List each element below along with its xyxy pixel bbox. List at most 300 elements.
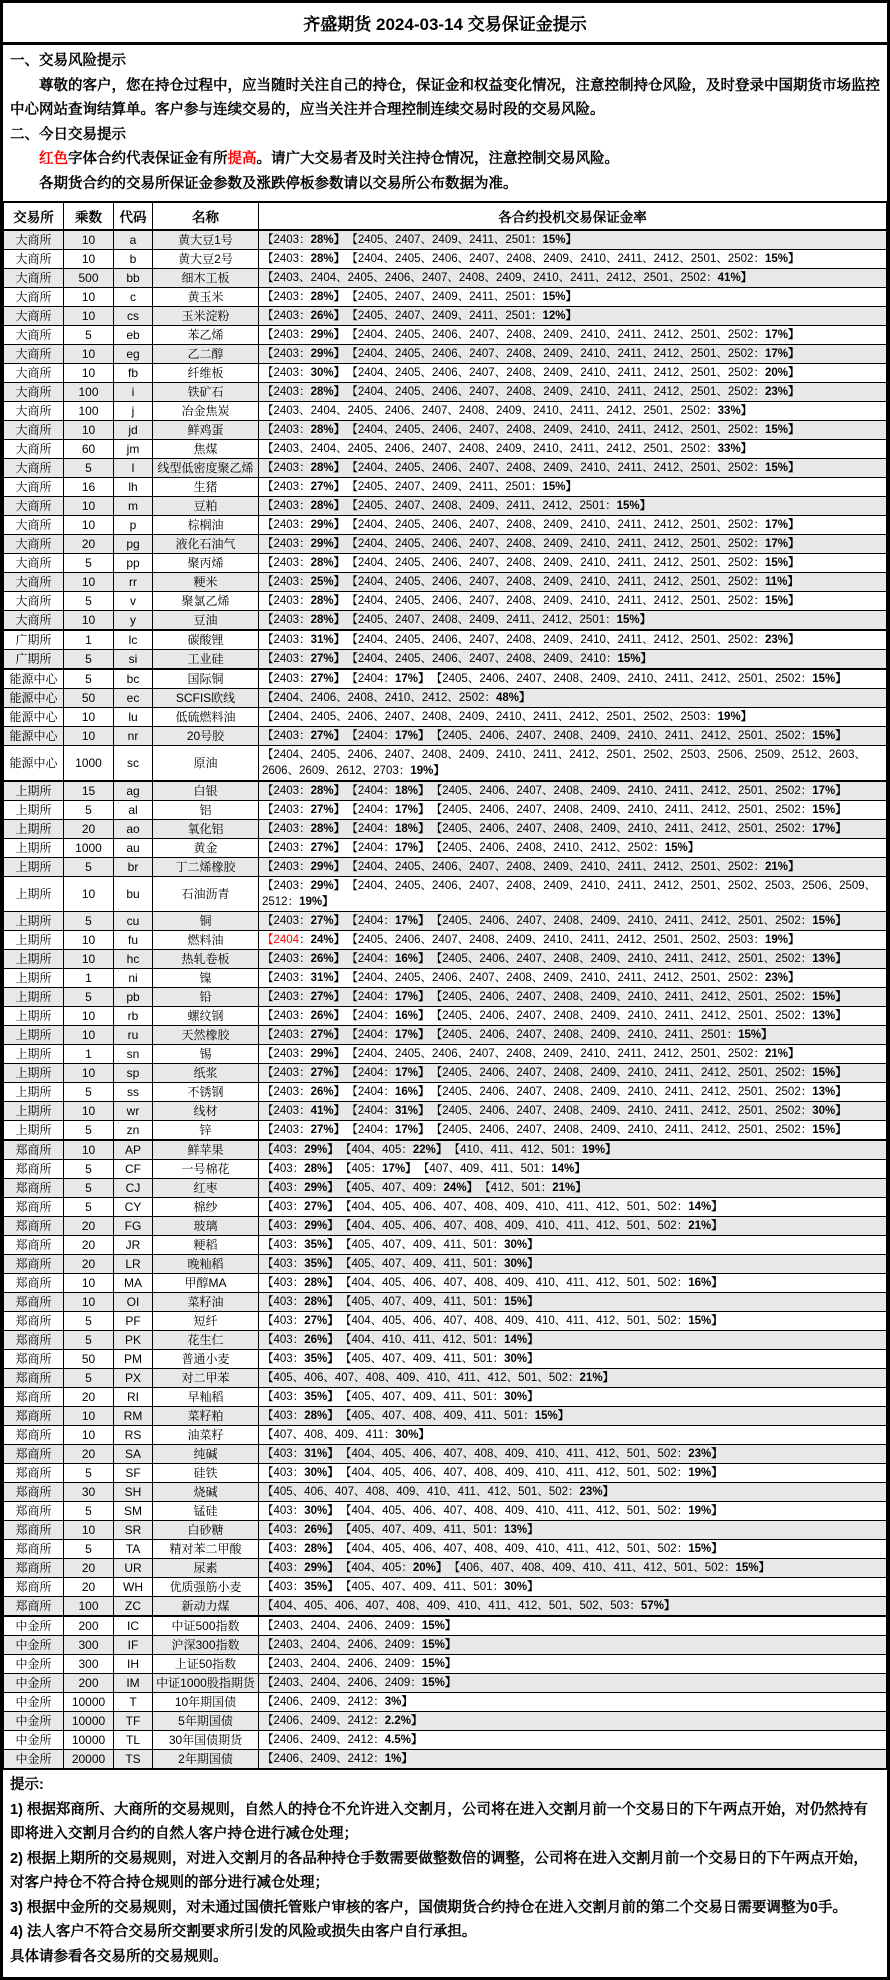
margin-segment: 【405、407、409、411、501：15%】 — [345, 1296, 539, 1308]
margin-segment: 【2405、2406、2408、2410、2412、2502：15%】 — [436, 842, 700, 854]
table-row — [4, 250, 887, 269]
multiplier-cell: 10 — [64, 877, 114, 912]
table-row — [4, 801, 887, 820]
exchange-cell: 上期所 — [4, 858, 64, 877]
multiplier-cell: 5 — [64, 912, 114, 931]
margin-rates-cell — [259, 383, 887, 402]
name-cell: 棕榈油 — [153, 516, 259, 535]
table-row — [4, 516, 887, 535]
code-cell: SA — [114, 1445, 153, 1464]
code-cell: a — [114, 230, 153, 250]
name-cell: 豆油 — [153, 611, 259, 631]
col-header-margin-rates: 各合约投机交易保证金率 — [259, 202, 887, 230]
margin-segment: 【403：28%】 — [262, 1296, 339, 1308]
margin-rates-cell — [259, 1217, 887, 1236]
multiplier-cell: 10 — [64, 364, 114, 383]
margin-segment: 【403：28%】 — [262, 1543, 339, 1555]
table-row — [4, 1255, 887, 1274]
code-cell: SM — [114, 1502, 153, 1521]
exchange-cell: 大商所 — [4, 516, 64, 535]
name-cell: 玉米淀粉 — [153, 307, 259, 326]
exchange-cell: 能源中心 — [4, 669, 64, 689]
margin-segment: 【412、501：21%】 — [485, 1182, 587, 1194]
name-cell: 烧碱 — [153, 1483, 259, 1502]
exchange-cell: 郑商所 — [4, 1407, 64, 1426]
table-row — [4, 535, 887, 554]
multiplier-cell: 10000 — [64, 1731, 114, 1750]
table-row — [4, 669, 887, 689]
exchange-cell: 中金所 — [4, 1636, 64, 1655]
name-cell: 聚氯乙烯 — [153, 592, 259, 611]
exchange-cell: 上期所 — [4, 1007, 64, 1026]
code-cell: pg — [114, 535, 153, 554]
table-row — [4, 307, 887, 326]
exchange-cell: 上期所 — [4, 781, 64, 801]
exchange-cell: 上期所 — [4, 1064, 64, 1083]
code-cell: MA — [114, 1274, 153, 1293]
multiplier-cell: 10 — [64, 1274, 114, 1293]
exchange-cell: 郑商所 — [4, 1255, 64, 1274]
margin-segment: 【403：29%】 — [262, 1562, 339, 1574]
code-cell: p — [114, 516, 153, 535]
margin-segment: 【404、405、406、407、408、409、410、411、412、501、502：19%】 — [345, 1467, 723, 1479]
margin-segment: 【2404：18%】 — [352, 823, 430, 835]
margin-segment: 【2403：28%】 — [262, 614, 346, 626]
margin-segment: 【403：35%】 — [262, 1581, 339, 1593]
code-cell: SF — [114, 1464, 153, 1483]
exchange-cell: 能源中心 — [4, 746, 64, 782]
margin-segment: 【2403：31%】 — [262, 972, 346, 984]
margin-segment: 【2406、2409、2412：3%】 — [262, 1696, 413, 1708]
multiplier-cell: 5 — [64, 988, 114, 1007]
margin-rates-cell — [259, 478, 887, 497]
margin-rates-cell — [259, 1407, 887, 1426]
code-cell: fb — [114, 364, 153, 383]
table-row — [4, 727, 887, 746]
margin-segment: 【2404、2405、2406、2407、2408、2409、2410、2411、2412、2501、2502：17%】 — [352, 348, 800, 360]
col-header-name: 名称 — [153, 202, 259, 230]
table-row — [4, 1464, 887, 1483]
margin-rates-cell — [259, 1483, 887, 1502]
multiplier-cell: 5 — [64, 326, 114, 345]
name-cell: 黄玉米 — [153, 288, 259, 307]
name-cell: 黄大豆1号 — [153, 230, 259, 250]
margin-segment: 【403：27%】 — [262, 1315, 339, 1327]
multiplier-cell: 20000 — [64, 1750, 114, 1770]
name-cell: 30年国债期货 — [153, 1731, 259, 1750]
name-cell: 早籼稻 — [153, 1388, 259, 1407]
exchange-cell: 上期所 — [4, 820, 64, 839]
margin-segment: 【2403：29%】 — [262, 329, 346, 341]
table-row — [4, 1121, 887, 1141]
margin-segment: 【2405、2406、2407、2408、2409、2410、2411、2412、2501、2502：17%】 — [436, 785, 847, 797]
multiplier-cell: 60 — [64, 440, 114, 459]
name-cell: 铅 — [153, 988, 259, 1007]
margin-segment: 【2404、2405、2406、2407、2408、2409、2410、2411、2412、2501、2502：17%】 — [352, 329, 800, 341]
code-cell: ao — [114, 820, 153, 839]
exchange-cell: 大商所 — [4, 459, 64, 478]
name-cell: 聚丙烯 — [153, 554, 259, 573]
code-cell: T — [114, 1693, 153, 1712]
margin-rates-cell — [259, 516, 887, 535]
note-item-2: 2) 根据上期所的交易规则，对进入交割月的各品种持仓手数需要做整数倍的调整，公司将在进入交割月前一个交易日的下午两点开始，对客户持仓不符合持仓规则的部分进行减仓处理； — [10, 1850, 868, 1891]
code-cell: IH — [114, 1655, 153, 1674]
table-row — [4, 988, 887, 1007]
margin-segment: 【2403：26%】 — [262, 310, 346, 322]
margin-segment: 【403：28%】 — [262, 1163, 339, 1175]
margin-segment: 【2403：27%】 — [262, 730, 346, 742]
margin-rates-cell — [259, 364, 887, 383]
margin-segment: 【2405、2406、2407、2408、2409、2410、2411、2501：15%】 — [436, 1029, 773, 1041]
margin-segment: 【2403：27%】 — [262, 1124, 346, 1136]
margin-rates-cell — [259, 554, 887, 573]
code-cell: ru — [114, 1026, 153, 1045]
code-cell: TL — [114, 1731, 153, 1750]
name-cell: 细木工板 — [153, 269, 259, 288]
margin-segment: 【404、405、406、407、408、409、410、411、412、501、502：14%】 — [345, 1201, 723, 1213]
margin-segment: 【2403：27%】 — [262, 653, 346, 665]
notes-title: 提示: — [10, 1777, 44, 1793]
code-cell: eg — [114, 345, 153, 364]
table-row — [4, 1693, 887, 1712]
table-row — [4, 421, 887, 440]
exchange-cell: 上期所 — [4, 1121, 64, 1141]
table-row — [4, 689, 887, 708]
name-cell: 沪深300指数 — [153, 1636, 259, 1655]
table-row — [4, 1426, 887, 1445]
name-cell: 工业硅 — [153, 650, 259, 670]
table-row — [4, 573, 887, 592]
exchange-cell: 郑商所 — [4, 1540, 64, 1559]
margin-segment: 【2403：27%】 — [262, 915, 346, 927]
margin-segment: 【2403：41%】 — [262, 1105, 346, 1117]
exchange-cell: 上期所 — [4, 801, 64, 820]
code-cell: IF — [114, 1636, 153, 1655]
exchange-cell: 大商所 — [4, 402, 64, 421]
margin-segment: 【2404：16%】 — [352, 953, 430, 965]
margin-segment: 【2404、2405、2406、2407、2408、2409、2410、2411、2412、2501、2502：15%】 — [352, 253, 800, 265]
margin-rates-cell — [259, 1502, 887, 1521]
name-cell: SCFIS欧线 — [153, 689, 259, 708]
table-row — [4, 1293, 887, 1312]
exchange-cell: 中金所 — [4, 1674, 64, 1693]
margin-rates-cell — [259, 781, 887, 801]
table-row — [4, 230, 887, 250]
margin-segment: 【403：29%】 — [262, 1144, 339, 1156]
exchange-cell: 大商所 — [4, 250, 64, 269]
multiplier-cell: 5 — [64, 1083, 114, 1102]
multiplier-cell: 20 — [64, 535, 114, 554]
exchange-cell: 郑商所 — [4, 1578, 64, 1597]
margin-rates-cell — [259, 1597, 887, 1617]
margin-rates-cell — [259, 1578, 887, 1597]
margin-segment: 【2403：31%】 — [262, 634, 346, 646]
exchange-cell: 上期所 — [4, 1026, 64, 1045]
notes-section — [3, 1770, 887, 1977]
name-cell: 花生仁 — [153, 1331, 259, 1350]
code-cell: TA — [114, 1540, 153, 1559]
name-cell: 白砂糖 — [153, 1521, 259, 1540]
table-row — [4, 1179, 887, 1198]
margin-segment: 【2405、2407、2408、2409、2411、2412、2501：15%】 — [352, 614, 652, 626]
multiplier-cell: 10 — [64, 516, 114, 535]
margin-segment: 【2405、2406、2407、2408、2409、2410、2411、2412、2501、2502：15%】 — [436, 1067, 847, 1079]
exchange-cell: 郑商所 — [4, 1559, 64, 1578]
multiplier-cell: 1 — [64, 630, 114, 650]
name-cell: 2年期国债 — [153, 1750, 259, 1770]
margin-segment: 【2403、2404、2405、2406、2407、2408、2409、2410、2411、2412、2501、2502：33%】 — [262, 405, 753, 417]
name-cell: 5年期国债 — [153, 1712, 259, 1731]
table-row — [4, 1750, 887, 1770]
code-cell: IM — [114, 1674, 153, 1693]
margin-segment: 【403：26%】 — [262, 1334, 339, 1346]
code-cell: RM — [114, 1407, 153, 1426]
multiplier-cell: 10 — [64, 1140, 114, 1160]
name-cell: 纯碱 — [153, 1445, 259, 1464]
note-item-1: 1) 根据郑商所、大商所的交易规则，自然人的持仓不允许进入交割月，公司将在进入交割月前一个交易日的下午两点开始，对仍然持有即将进入交割月合约的自然人客户持仓进行减仓处理； — [10, 1801, 868, 1842]
exchange-cell: 中金所 — [4, 1616, 64, 1636]
name-cell: 玻璃 — [153, 1217, 259, 1236]
exchange-cell: 郑商所 — [4, 1445, 64, 1464]
margin-segment: 【2403：29%】 — [262, 538, 346, 550]
margin-segment: 【2404、2405、2406、2407、2408、2409、2410、2411、2412、2501、2502：21%】 — [352, 861, 800, 873]
margin-segment: 【2404、2405、2406、2407、2408、2409、2410、2411、2412、2501、2502：15%】 — [352, 595, 800, 607]
table-row — [4, 1407, 887, 1426]
multiplier-cell: 5 — [64, 1121, 114, 1141]
margin-rates-cell — [259, 1388, 887, 1407]
exchange-cell: 郑商所 — [4, 1502, 64, 1521]
margin-rates-cell — [259, 1426, 887, 1445]
code-cell: ni — [114, 969, 153, 988]
name-cell: 锰硅 — [153, 1502, 259, 1521]
margin-segment: 【404、405、406、407、408、409、410、411、412、501、502：15%】 — [345, 1315, 723, 1327]
margin-segment: 【2403、2404、2405、2406、2407、2408、2409、2410、2411、2412、2501、2502：41%】 — [262, 272, 753, 284]
margin-rates-cell — [259, 459, 887, 478]
multiplier-cell: 10 — [64, 950, 114, 969]
margin-segment: 【2405、2407、2409、2411、2501：12%】 — [352, 310, 577, 322]
margin-segment: 【405、407、409、411、501：13%】 — [345, 1524, 539, 1536]
exchange-cell: 能源中心 — [4, 689, 64, 708]
exchange-cell: 中金所 — [4, 1693, 64, 1712]
name-cell: 螺纹钢 — [153, 1007, 259, 1026]
margin-rates-cell — [259, 1731, 887, 1750]
multiplier-cell: 10 — [64, 1407, 114, 1426]
margin-segment: 【410、411、412、501：19%】 — [454, 1144, 617, 1156]
multiplier-cell: 100 — [64, 1597, 114, 1617]
margin-rates-cell — [259, 1236, 887, 1255]
margin-segment: 【2403：27%】 — [262, 991, 346, 1003]
code-cell: nr — [114, 727, 153, 746]
margin-rates-cell — [259, 746, 887, 782]
margin-segment: 【2403：26%】 — [262, 1086, 346, 1098]
code-cell: y — [114, 611, 153, 631]
name-cell: 精对苯二甲酸 — [153, 1540, 259, 1559]
exchange-cell: 能源中心 — [4, 708, 64, 727]
exchange-cell: 郑商所 — [4, 1140, 64, 1160]
margin-segment: 【403：27%】 — [262, 1201, 339, 1213]
margin-segment: 【2403：28%】 — [262, 500, 346, 512]
exchange-cell: 广期所 — [4, 630, 64, 650]
multiplier-cell: 20 — [64, 1578, 114, 1597]
code-cell: br — [114, 858, 153, 877]
margin-segment: 【405、407、409、411、501：30%】 — [345, 1258, 539, 1270]
multiplier-cell: 5 — [64, 1331, 114, 1350]
code-cell: al — [114, 801, 153, 820]
multiplier-cell: 5 — [64, 801, 114, 820]
margin-rates-cell — [259, 950, 887, 969]
margin-rates-cell — [259, 1655, 887, 1674]
margin-segment: 【405、407、409：24%】 — [345, 1182, 479, 1194]
exchange-cell: 郑商所 — [4, 1293, 64, 1312]
table-row — [4, 1674, 887, 1693]
table-row — [4, 781, 887, 801]
table-row — [4, 1559, 887, 1578]
table-row — [4, 1026, 887, 1045]
name-cell: 优质强筋小麦 — [153, 1578, 259, 1597]
margin-segment: 【2404、2405、2406、2407、2408、2409、2410、2411、2412、2501、2502：20%】 — [352, 367, 800, 379]
multiplier-cell: 50 — [64, 1350, 114, 1369]
name-cell: 甲醇MA — [153, 1274, 259, 1293]
margin-segment: 【2404：16%】 — [352, 1010, 430, 1022]
margin-rates-cell — [259, 1045, 887, 1064]
multiplier-cell: 20 — [64, 1255, 114, 1274]
table-row — [4, 1236, 887, 1255]
code-cell: JR — [114, 1236, 153, 1255]
multiplier-cell: 5 — [64, 592, 114, 611]
margin-rates-cell — [259, 307, 887, 326]
multiplier-cell: 5 — [64, 1540, 114, 1559]
name-cell: 不锈钢 — [153, 1083, 259, 1102]
multiplier-cell: 15 — [64, 781, 114, 801]
table-row — [4, 1655, 887, 1674]
margin-rates-cell — [259, 1350, 887, 1369]
margin-segment: 【2403：29%】 — [262, 519, 346, 531]
multiplier-cell: 10 — [64, 307, 114, 326]
multiplier-cell: 5 — [64, 554, 114, 573]
margin-rates-cell — [259, 689, 887, 708]
margin-segment: 【404、405、406、407、408、409、410、411、412、501、502：23%】 — [345, 1448, 723, 1460]
margin-segment: 【2403：28%】 — [262, 595, 346, 607]
exchange-cell: 郑商所 — [4, 1597, 64, 1617]
name-cell: 尿素 — [153, 1559, 259, 1578]
margin-rates-cell — [259, 592, 887, 611]
margin-segment: 【2405、2406、2407、2408、2409、2410、2411、2412、2501、2502：15%】 — [436, 804, 847, 816]
multiplier-cell: 20 — [64, 1559, 114, 1578]
name-cell: 锌 — [153, 1121, 259, 1141]
multiplier-cell: 5 — [64, 459, 114, 478]
table-row — [4, 497, 887, 516]
margin-segment: 【2404、2405、2406、2407、2408、2409、2410、2411、2412、2501、2502：23%】 — [352, 972, 800, 984]
multiplier-cell: 10 — [64, 727, 114, 746]
page-title: 齐盛期货 2024-03-14 交易保证金提示 — [3, 3, 887, 45]
table-row — [4, 630, 887, 650]
name-cell: 菜籽粕 — [153, 1407, 259, 1426]
margin-segment: 【2404、2405、2406、2407、2408、2409、2410、2411、2412、2501、2502：15%】 — [352, 557, 800, 569]
margin-segment: 【2403：28%】 — [262, 234, 346, 246]
multiplier-cell: 10 — [64, 230, 114, 250]
margin-segment: 【2404：17%】 — [352, 730, 430, 742]
today-line1-tail: 。请广大交易者及时关注持仓情况，注意控制交易风险。 — [256, 151, 619, 167]
margin-segment: 【2403：29%】 — [262, 861, 346, 873]
name-cell: 冶金焦炭 — [153, 402, 259, 421]
code-cell: jd — [114, 421, 153, 440]
today-section-title: 二、今日交易提示 — [10, 126, 126, 143]
name-cell: 晚籼稻 — [153, 1255, 259, 1274]
margin-segment: 【2403、2404、2406、2409：15%】 — [262, 1658, 457, 1670]
exchange-cell: 大商所 — [4, 364, 64, 383]
table-row — [4, 440, 887, 459]
name-cell: 上证50指数 — [153, 1655, 259, 1674]
margin-segment: 【2404：16%】 — [352, 1086, 430, 1098]
code-cell: RI — [114, 1388, 153, 1407]
multiplier-cell: 200 — [64, 1616, 114, 1636]
margin-rates-cell — [259, 931, 887, 950]
multiplier-cell: 10 — [64, 1293, 114, 1312]
multiplier-cell: 100 — [64, 383, 114, 402]
multiplier-cell: 200 — [64, 1674, 114, 1693]
table-row — [4, 1369, 887, 1388]
code-cell: rb — [114, 1007, 153, 1026]
margin-segment: 【2405、2406、2407、2408、2409、2410、2411、2412、2501、2502：13%】 — [436, 1086, 847, 1098]
exchange-cell: 郑商所 — [4, 1369, 64, 1388]
table-row — [4, 269, 887, 288]
code-cell: LR — [114, 1255, 153, 1274]
multiplier-cell: 20 — [64, 1236, 114, 1255]
margin-segment: 【407、408、409、411：30%】 — [262, 1429, 430, 1441]
multiplier-cell: 50 — [64, 689, 114, 708]
exchange-cell: 郑商所 — [4, 1236, 64, 1255]
exchange-cell: 上期所 — [4, 912, 64, 931]
code-cell: pb — [114, 988, 153, 1007]
code-cell: AP — [114, 1140, 153, 1160]
exchange-cell: 大商所 — [4, 326, 64, 345]
multiplier-cell: 5 — [64, 858, 114, 877]
margin-rates-cell — [259, 1198, 887, 1217]
margin-segment: 【2404：17%】 — [352, 673, 430, 685]
margin-segment: 【2405、2407、2409、2411、2501：15%】 — [352, 234, 577, 246]
table-row — [4, 650, 887, 670]
exchange-cell: 郑商所 — [4, 1331, 64, 1350]
margin-segment: 【403：26%】 — [262, 1524, 339, 1536]
name-cell: 热轧卷板 — [153, 950, 259, 969]
multiplier-cell: 5 — [64, 1502, 114, 1521]
margin-rates-cell — [259, 650, 887, 670]
margin-rates-cell — [259, 727, 887, 746]
name-cell: 普通小麦 — [153, 1350, 259, 1369]
table-row — [4, 288, 887, 307]
exchange-cell: 上期所 — [4, 988, 64, 1007]
margin-segment: 【2404：17%】 — [352, 842, 430, 854]
margin-segment: 【2404：24%】 — [262, 934, 346, 946]
multiplier-cell: 10 — [64, 1007, 114, 1026]
margin-segment: 【2403、2404、2406、2409：15%】 — [262, 1620, 457, 1632]
margin-table — [3, 201, 887, 1770]
margin-segment: 【2404：17%】 — [352, 915, 430, 927]
margin-segment: 【2403：30%】 — [262, 367, 346, 379]
intro-section — [3, 45, 887, 201]
margin-rates-cell — [259, 288, 887, 307]
table-row — [4, 1217, 887, 1236]
margin-rates-cell — [259, 1083, 887, 1102]
margin-segment: 【407、409、411、501：14%】 — [423, 1163, 586, 1175]
table-row — [4, 592, 887, 611]
margin-segment: 【2405、2406、2407、2408、2409、2410、2411、2412、2501、2502：30%】 — [436, 1105, 847, 1117]
margin-rates-cell — [259, 497, 887, 516]
margin-segment: 【405、407、409、411、501：30%】 — [345, 1353, 539, 1365]
multiplier-cell: 10 — [64, 1026, 114, 1045]
margin-rates-cell — [259, 1616, 887, 1636]
table-row — [4, 1160, 887, 1179]
